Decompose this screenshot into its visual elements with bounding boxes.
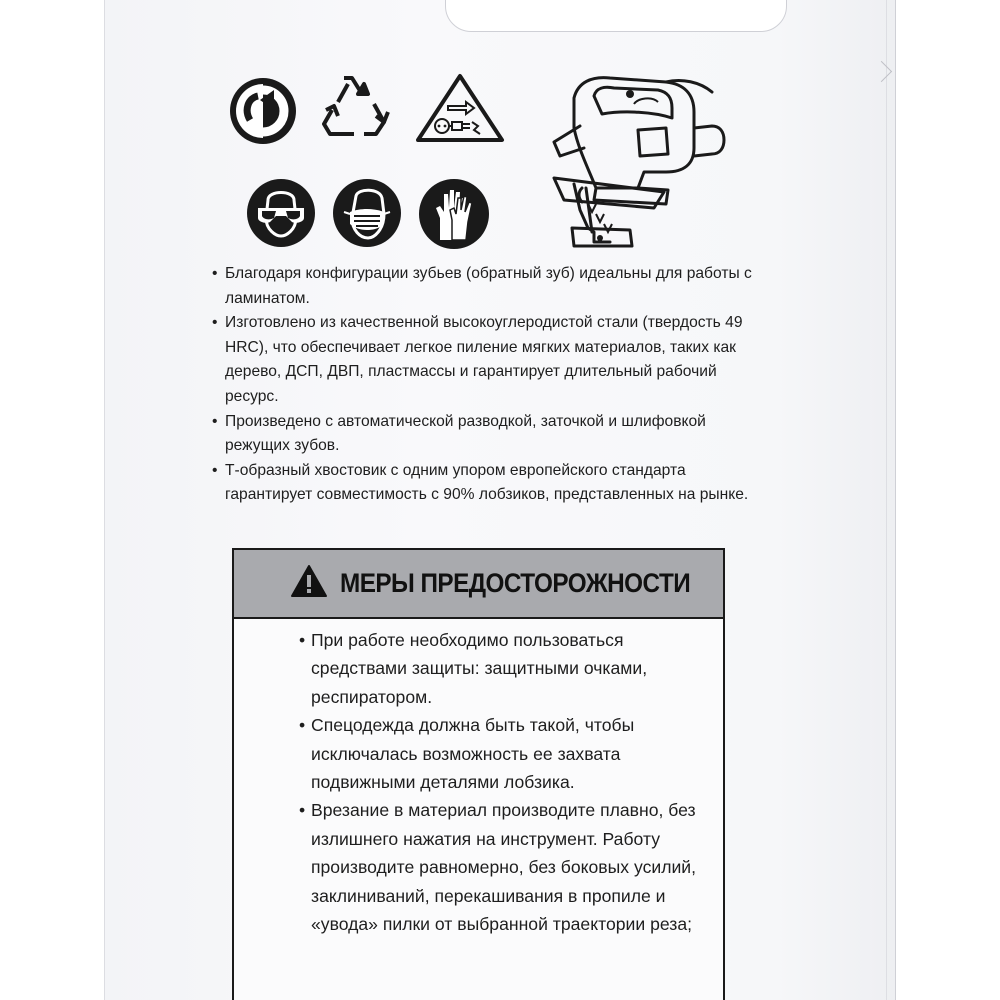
package-fold-line [886, 0, 887, 1000]
feature-item: • Изготовлено из качественной высокоуглеродистой стали (твердость 49 HRC), что обеспечивает легкое пиление мягких материалов, таких как дерево, ДСП, ДВП, пластмассы и гарантирует длительный рабочий ресурс. [212, 311, 772, 409]
feature-item: • Благодаря конфигурации зубьев (обратный зуб) идеальны для работы с ламинатом. [212, 262, 772, 311]
recycle-icon [318, 74, 396, 142]
precautions-title: МЕРЫ ПРЕДОСТОРОЖНОСТИ [340, 568, 691, 598]
precautions-list [299, 626, 699, 938]
precaution-item: • Спецодежда должна быть такой, чтобы исключалась возможность ее захвата подвижными деталями лобзика. [299, 711, 699, 796]
precaution-item: • При работе необходимо пользоваться средствами защиты: защитными очками, респиратором. [299, 626, 699, 711]
green-dot-icon [228, 76, 298, 146]
protective-gloves-icon [418, 178, 490, 250]
features-list [212, 262, 772, 508]
unplug-warning-icon [414, 72, 506, 144]
warning-triangle-icon [290, 564, 328, 603]
jigsaw-icon [534, 68, 734, 258]
respirator-mask-icon [332, 178, 402, 248]
precautions-box [232, 548, 725, 1000]
feature-item: • Произведено с автоматической разводкой, заточкой и шлифовкой режущих зубов. [212, 410, 772, 459]
precautions-header [234, 550, 723, 619]
safety-glasses-icon [246, 178, 316, 248]
hang-hole [445, 0, 787, 32]
precaution-item: • Врезание в материал производите плавно, без излишнего нажатия на инструмент. Работу производите равномерно, без боковых усилий, заклиниваний, перекашивания в пропиле и «увода» пилки от выбранной траектории реза; [299, 796, 699, 938]
feature-item: • Т-образный хвостовик с одним упором европейского стандарта гарантирует совместимость с 90% лобзиков, представленных на рынке. [212, 459, 772, 508]
